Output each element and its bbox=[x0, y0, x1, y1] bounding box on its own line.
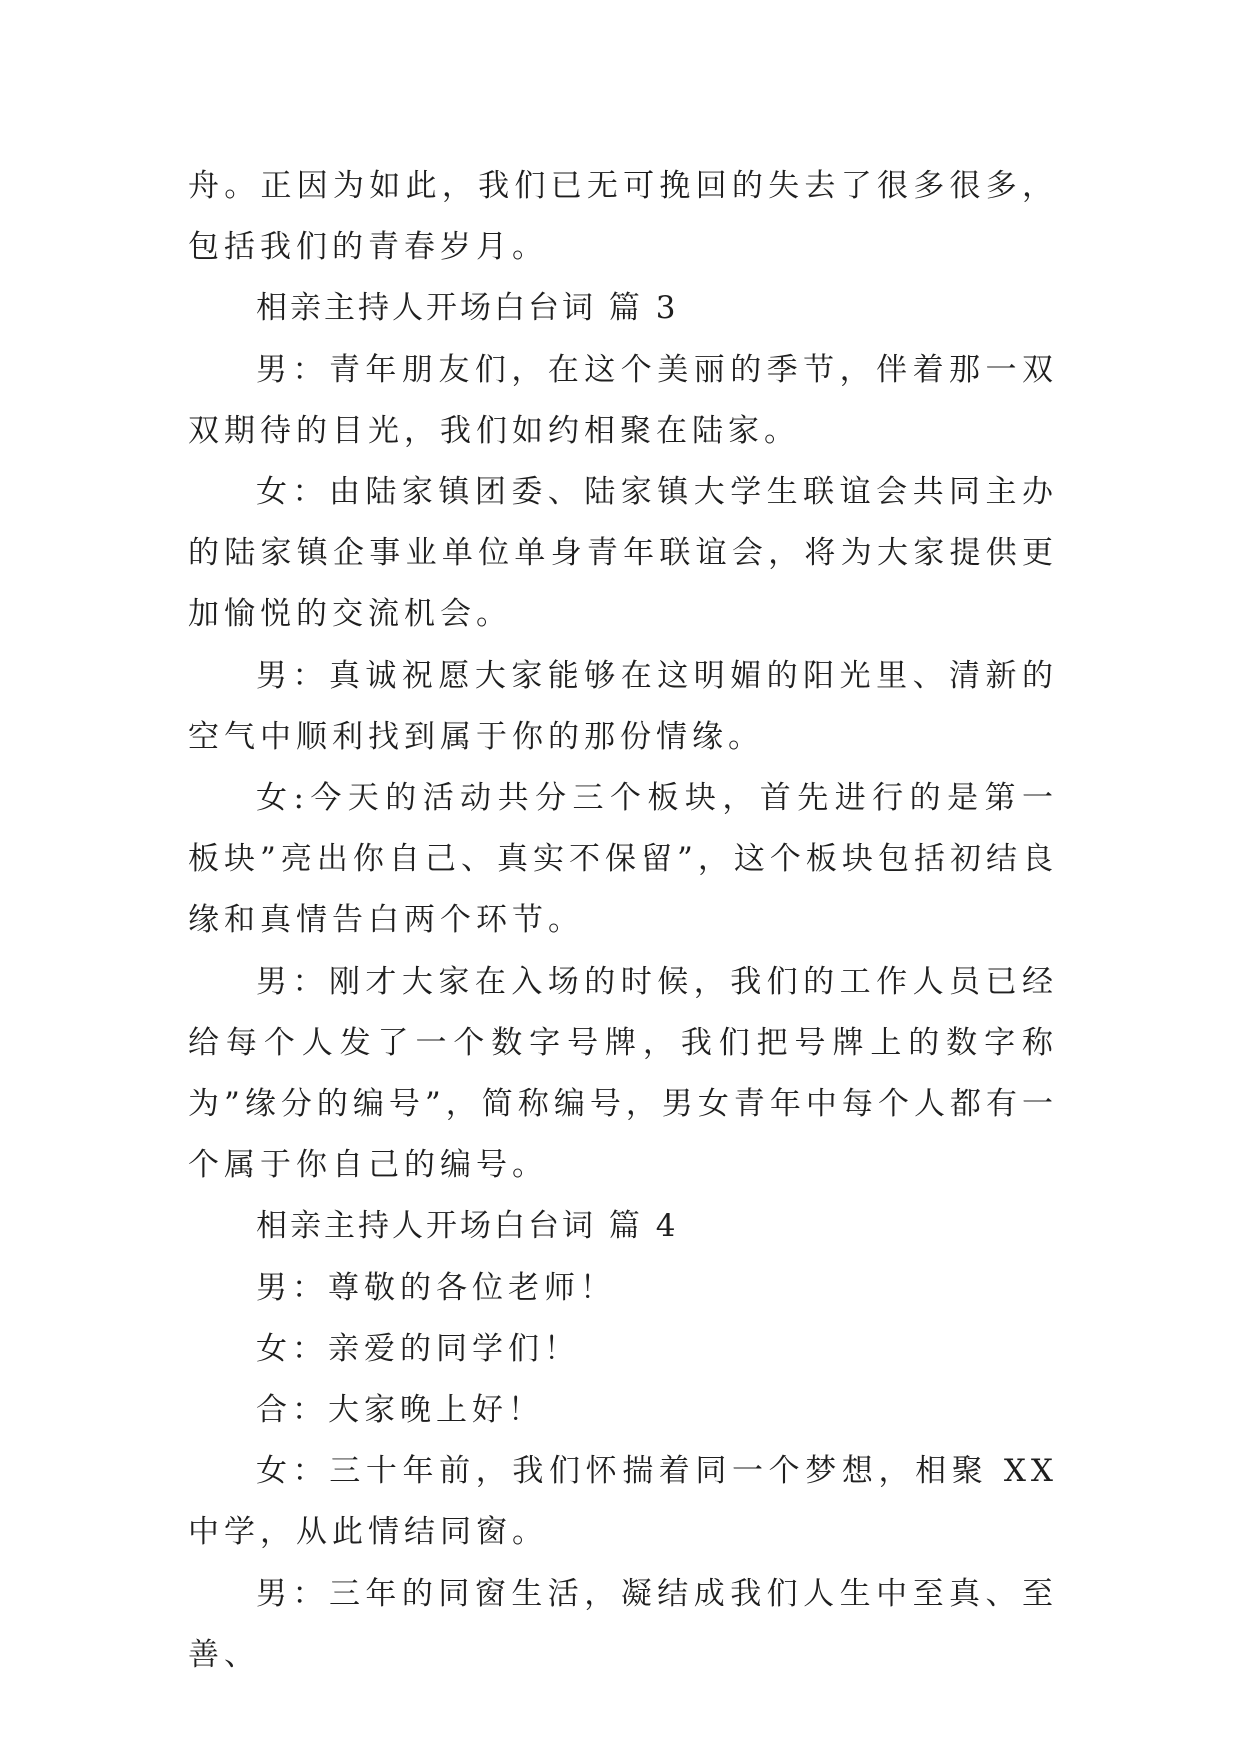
paragraph-male-2: 男：真诚祝愿大家能够在这明媚的阳光里、清新的空气中顺利找到属于你的那份情缘。 bbox=[188, 657, 1058, 755]
document-body bbox=[188, 156, 1058, 1686]
paragraph-female-greeting: 女：亲爱的同学们！ bbox=[256, 1330, 580, 1367]
section-heading-4: 相亲主持人开场白台词 篇 4 bbox=[256, 1208, 679, 1245]
paragraph-male-3: 男：刚才大家在入场的时候，我们的工作人员已经给每个人发了一个数字号牌，我们把号牌上的数字称为”缘分的编号”，简称编号，男女青年中每个人都有一个属于你自己的编号。 bbox=[188, 963, 1058, 1184]
paragraph-female-memory: 女：三十年前，我们怀揣着同一个梦想，相聚 XX 中学，从此情结同窗。 bbox=[188, 1453, 1058, 1551]
paragraph-female-1: 女：由陆家镇团委、陆家镇大学生联谊会共同主办的陆家镇企事业单位单身青年联谊会，将为大家提供更加愉悦的交流机会。 bbox=[188, 474, 1058, 633]
paragraph-together-greeting: 合：大家晚上好！ bbox=[256, 1392, 544, 1429]
paragraph-female-2: 女:今天的活动共分三个板块，首先进行的是第一板块”亮出你自己、真实不保留”，这个板块包括初结良缘和真情告白两个环节。 bbox=[188, 780, 1058, 939]
paragraph-continuation: 舟。正因为如此，我们已无可挽回的失去了很多很多，包括我们的青春岁月。 bbox=[188, 168, 1058, 266]
section-heading-3: 相亲主持人开场白台词 篇 3 bbox=[256, 290, 679, 327]
paragraph-male-memory: 男：三年的同窗生活，凝结成我们人生中至真、至善、 bbox=[188, 1575, 1058, 1673]
paragraph-male-1: 男：青年朋友们，在这个美丽的季节，伴着那一双双期待的目光，我们如约相聚在陆家。 bbox=[188, 351, 1058, 449]
paragraph-male-greeting: 男：尊敬的各位老师！ bbox=[256, 1269, 616, 1306]
